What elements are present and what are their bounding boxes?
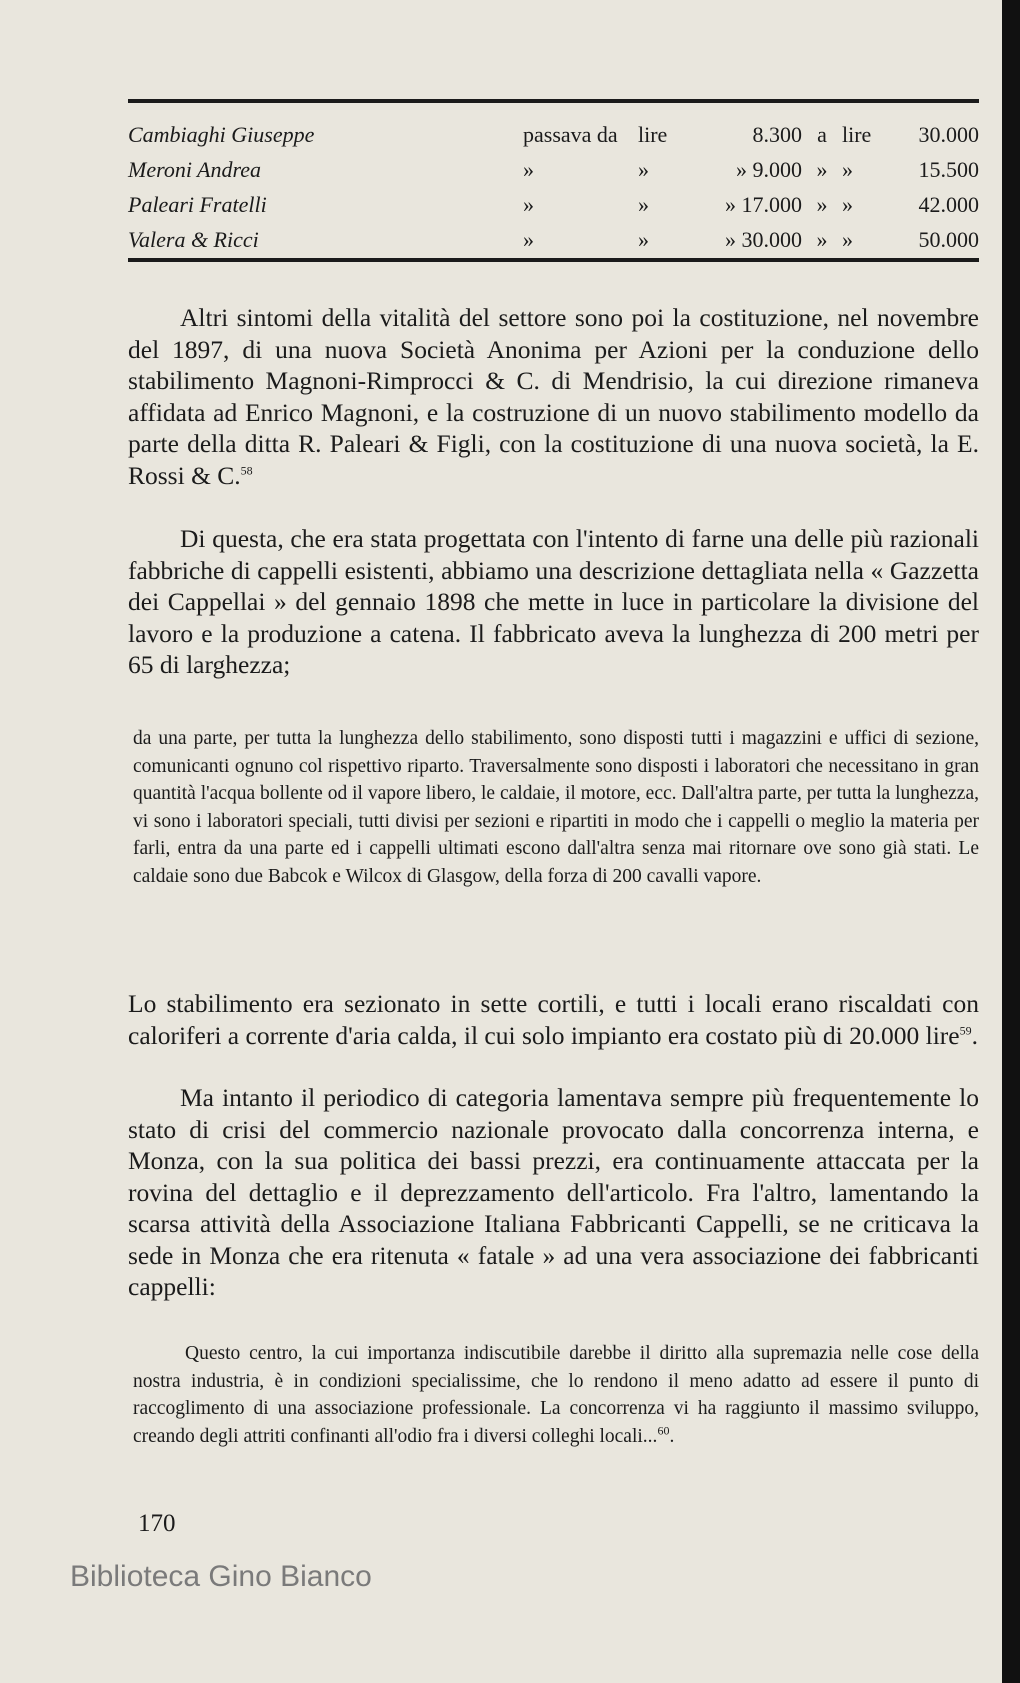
paragraph-vitality: Altri sintomi della vitalità del settore sono poi la costituzione, nel novembre del 1897, di una nuova Società Anonima per Azioni per la conduzione dello stabilimento Magnoni-Rimprocci & C. di Mendrisio, la cui direzione rimaneva affidata ad Enrico Magnoni, e la costruzione di un nuovo stabilimento modello da parte della ditta R. Paleari & Figli, con la costituzione di una nuova società, la E. Rossi & C.$^{58}$ xyxy=(128,303,979,490)
footnote-ref-60: 60 xyxy=(657,1423,670,1437)
footnote-ref-58: 58 xyxy=(240,463,253,477)
paragraph-crisis: Ma intanto il periodico di categoria lamentava sempre più frequentemente lo stato di crisi del commercio nazionale provocato dalla concorrenza interna, e Monza, con la sua politica dei bassi prezzi, era continuamente attaccata per la rovina del dettaglio e il deprezzamento dell'articolo. Fra l'altro, lamentando la scarsa attività della Associazione Italiana Fabbricanti Cappelli, se ne criticava la sede in Monza che era ritenuta « fatale » ad una vera associazione dei fabbricanti cappelli: xyxy=(128,1083,979,1301)
paragraph-courtyards: Lo stabilimento era sezionato in sette cortili, e tutti i locali erano riscaldati con caloriferi a corrente d'aria calda, il cui solo impianto era costato più di 20.000 lire$^{59}$. xyxy=(128,989,979,1050)
table-cell-c2: lire xyxy=(638,121,668,147)
table-cell-c3: » 9.000 xyxy=(736,156,802,182)
table-cell-name: Valera & Ricci xyxy=(128,226,259,252)
table-cell-c3: 8.300 xyxy=(752,121,802,147)
table-cell-c4: a xyxy=(817,121,827,147)
table-cell-c2: » xyxy=(638,156,649,182)
table-cell-c3: » 30.000 xyxy=(725,226,802,252)
table-cell-c6: 42.000 xyxy=(918,191,979,217)
table-cell-c3: » 17.000 xyxy=(725,191,802,217)
table-cell-c1: » xyxy=(523,226,534,252)
footnote-ref-59: 59 xyxy=(959,1023,972,1037)
table-cell-c6: 50.000 xyxy=(918,226,979,252)
table-cell-c1: passava da xyxy=(523,121,618,147)
hat-makers-table xyxy=(128,117,979,257)
table-cell-name: Cambiaghi Giuseppe xyxy=(128,121,315,147)
block-quote-monza: Questo centro, la cui importanza indiscutibile darebbe il diritto alla supremazia nelle cose della nostra industria, è in condizioni specialissime, che lo rendono il meno adatto ad essere il punto di raccoglimento di una associazione professionale. La concorrenza vi ha raggiunto il massimo sviluppo, creando degli attriti confinanti all'odio fra i diversi colleghi locali...$^{60}$. xyxy=(133,1343,979,1447)
table-cell-c6: 15.500 xyxy=(918,156,979,182)
table-row xyxy=(128,152,979,187)
table-cell-c4: » xyxy=(816,191,828,217)
table-row xyxy=(128,117,979,152)
table-cell-c6: 30.000 xyxy=(918,121,979,147)
block-quote-factory: da una parte, per tutta la lunghezza dello stabilimento, sono disposti tutti i magazzini e uffici di sezione, comunicanti ognuno col rispettivo riparto. Traversalmente sono disposti i laboratori che necessitano in gran quantità l'acqua bollente od il vapore libero, le caldaie, il motore, ecc. Dall'altra parte, per tutta la lunghezza, vi sono i laboratori speciali, tutti divisi per sezioni e ripartiti in modo che i cappelli o meglio la materia per farli, entra da una parte ed i cappelli ultimati escono dall'altra senza mai ritornare ove sono già stati. Le caldaie sono due Babcok e Wilcox di Glasgow, della forza di 200 cavalli vapore. xyxy=(133,728,979,887)
paragraph-description: Di questa, che era stata progettata con l'intento di farne una delle più razionali fabbriche di cappelli esistenti, abbiamo una descrizione dettagliata nella « Gazzetta dei Cappellai » del gennaio 1898 che mette in luce in particolare la divisione del lavoro e la produzione a catena. Il fabbricato aveva la lunghezza di 200 metri per 65 di larghezza; xyxy=(128,524,979,679)
table-bottom-rule xyxy=(128,258,979,262)
table-cell-c4: » xyxy=(816,226,828,252)
table-cell-c5: » xyxy=(842,191,853,217)
table-cell-c4: » xyxy=(816,156,828,182)
table-cell-c1: » xyxy=(523,191,534,217)
table-cell-name: Paleari Fratelli xyxy=(128,191,267,217)
table-cell-name: Meroni Andrea xyxy=(128,156,261,182)
table-top-rule xyxy=(128,99,979,103)
library-stamp: Biblioteca Gino Bianco xyxy=(70,1560,372,1593)
table-cell-c5: lire xyxy=(842,121,872,147)
table-cell-c5: » xyxy=(842,156,853,182)
table-row xyxy=(128,222,979,257)
table-cell-c2: » xyxy=(638,226,649,252)
page-number: 170 xyxy=(138,1510,176,1537)
table-cell-c5: » xyxy=(842,226,853,252)
table-row xyxy=(128,187,979,222)
table-cell-c2: » xyxy=(638,191,649,217)
table-cell-c1: » xyxy=(523,156,534,182)
